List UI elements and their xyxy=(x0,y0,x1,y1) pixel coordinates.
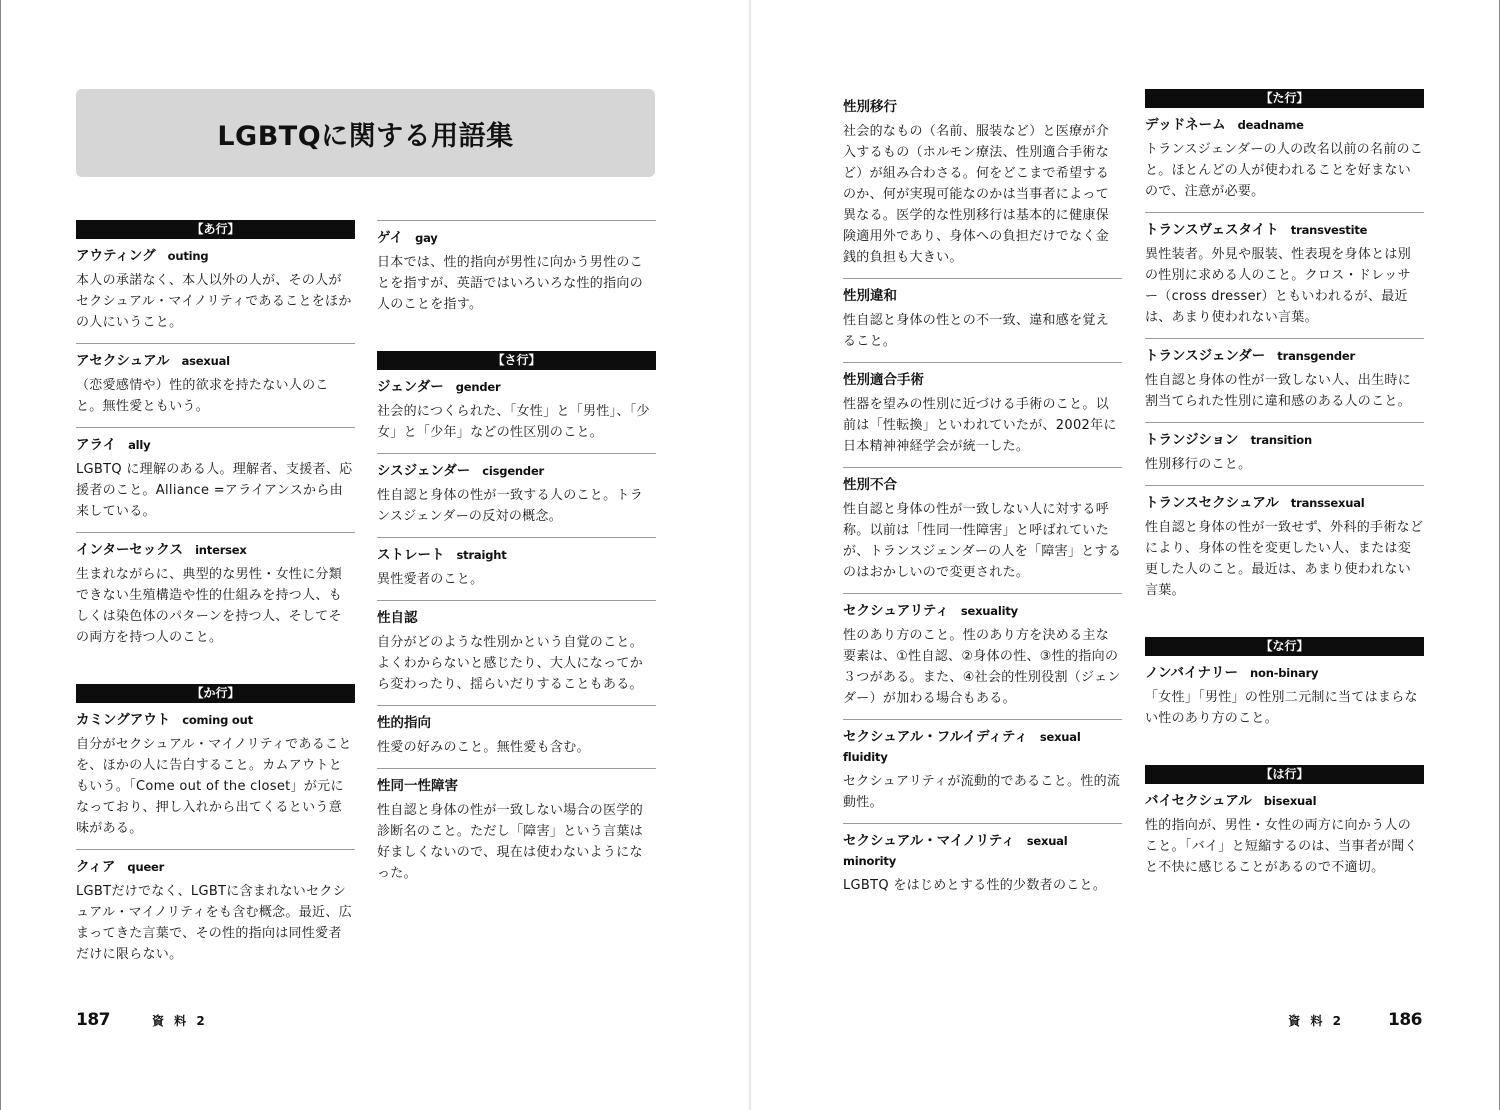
page-number-left: 187 xyxy=(76,1010,110,1030)
section-ta-entries xyxy=(1145,108,1424,611)
entry-term xyxy=(377,228,656,248)
glossary-entry xyxy=(843,90,1122,279)
glossary-entry xyxy=(377,538,656,601)
glossary-entry xyxy=(1145,213,1424,339)
term-english: transgender xyxy=(1277,349,1355,363)
title-banner xyxy=(76,89,655,177)
section-header-sa: 【さ行】 xyxy=(377,351,656,370)
term-japanese: 性別適合手術 xyxy=(843,372,924,388)
term-english: sexual fluidity xyxy=(843,730,1081,764)
term-japanese: インターセックス xyxy=(76,542,184,558)
entry-term xyxy=(377,713,656,733)
term-japanese: ゲイ xyxy=(377,230,404,246)
entry-description: 社会的なもの（名前、服装など）と医療が介入するもの（ホルモン療法、性別適合手術など）が組み合わさる。何をどこまで希望するのか、何が実現可能なのかは当事者によって異なる。医学的な性別移行は基本的に健康保険適用外であり、身体への負担だけでなく金銭的負担も大きい。 xyxy=(843,124,1110,265)
entry-term xyxy=(76,246,355,266)
term-english: transsexual xyxy=(1290,496,1365,510)
glossary-entry xyxy=(1145,486,1424,611)
entry-description: 性のあり方のこと。性のあり方を決める主な要素は、①性自認、②身体の性、③性的指向の３つがある。また、④社会的性別役割（ジェンダー）が加わる場合もある。 xyxy=(843,628,1121,706)
entry-description: 性別移行のこと。 xyxy=(1145,457,1252,472)
entry-description: 日本では、性的指向が男性に向かう男性のことを指すが、英語ではいろいろな性的指向の人のことを指す。 xyxy=(377,255,644,312)
term-japanese: バイセクシュアル xyxy=(1145,793,1252,809)
glossary-entry xyxy=(1145,784,1424,888)
term-japanese: カミングアウト xyxy=(76,712,171,728)
entry-term xyxy=(1145,791,1424,811)
entry-term xyxy=(377,545,656,565)
running-footer-left: 資 料 2 xyxy=(152,1014,208,1028)
glossary-entry xyxy=(1145,108,1424,213)
section-header-a: 【あ行】 xyxy=(76,220,355,239)
term-english: gay xyxy=(415,231,438,245)
term-japanese: ノンバイナリー xyxy=(1145,665,1239,681)
entry-description: （恋愛感情や）性的欲求を持たない人のこと。無性愛ともいう。 xyxy=(76,378,329,414)
term-english: asexual xyxy=(181,354,230,368)
entry-term xyxy=(76,857,355,877)
entry-description: セクシュアリティが流動的であること。性的流動性。 xyxy=(843,774,1121,810)
entry-term xyxy=(1145,493,1424,513)
glossary-entry xyxy=(377,370,656,454)
term-english: transvestite xyxy=(1290,223,1368,237)
entry-description: 自分がどのような性別かという自覚のこと。よくわからないと感じたり、大人になってから変わったり、揺らいだりすることもある。 xyxy=(377,635,644,692)
section-ka-continued-entries xyxy=(377,220,656,325)
entry-term xyxy=(843,286,1122,306)
entry-description: LGBTQ に理解のある人。理解者、支援者、応援者のこと。Alliance =アライアンスから由来している。 xyxy=(76,462,353,519)
term-japanese: 性同一性障害 xyxy=(377,778,458,794)
entry-term xyxy=(843,475,1122,495)
entry-description: 性器を望みの性別に近づける手術のこと。以前は「性転換」といわれていたが、2002年に日本精神神経学会が統一した。 xyxy=(843,397,1117,454)
term-english: non-binary xyxy=(1250,666,1319,680)
glossary-entry xyxy=(76,533,355,658)
term-japanese: 性的指向 xyxy=(377,715,431,731)
section-na-entries xyxy=(1145,656,1424,739)
term-english: sexuality xyxy=(960,604,1018,618)
entry-description: 異性装者。外見や服装、性表現を身体とは別の性別に求める人のこと。クロス・ドレッサー（cross dresser）ともいわれるが、最近は、あまり使われない言葉。 xyxy=(1145,247,1412,325)
folio-left xyxy=(76,1010,208,1030)
entry-description: 性愛の好みのこと。無性愛も含む。 xyxy=(377,740,590,755)
glossary-entry xyxy=(1145,423,1424,486)
entry-description: 性自認と身体の性との不一致、違和感を覚えること。 xyxy=(843,313,1110,349)
section-ha-entries xyxy=(1145,784,1424,888)
term-english: outing xyxy=(167,249,209,263)
entry-term xyxy=(1145,346,1424,366)
entry-term xyxy=(1145,430,1424,450)
section-header-ha: 【は行】 xyxy=(1145,765,1424,784)
entry-description: 性自認と身体の性が一致しない人に対する呼称。以前は「性同一性障害」と呼ばれていたが、トランスジェンダーの人を「障害」とするのはおかしいので変更された。 xyxy=(843,502,1122,580)
column-4 xyxy=(1145,89,1424,888)
term-japanese: アウティング xyxy=(76,248,156,264)
glossary-entry xyxy=(377,454,656,538)
term-english: sexual minority xyxy=(843,834,1068,868)
glossary-entry xyxy=(76,344,355,428)
term-japanese: 性自認 xyxy=(377,610,418,626)
entry-term xyxy=(377,608,656,628)
term-japanese: トランスジェンダー xyxy=(1145,348,1266,364)
entry-term xyxy=(76,351,355,371)
glossary-entry xyxy=(843,363,1122,468)
entry-description: 本人の承諾なく、本人以外の人が、その人がセクシュアル・マイノリティであることをほかの人にいうこと。 xyxy=(76,273,352,330)
term-japanese: クィア xyxy=(76,859,116,875)
glossary-entry xyxy=(843,279,1122,363)
term-english: cisgender xyxy=(482,464,545,478)
entry-term xyxy=(843,727,1122,767)
entry-description: トランスジェンダーの人の改名以前の名前のこと。ほとんどの人が使われることを好まないので、注意が必要。 xyxy=(1145,142,1424,199)
term-english: queer xyxy=(127,860,165,874)
section-sa-entries xyxy=(377,370,656,894)
column-1 xyxy=(76,220,355,975)
entry-description: 性自認と身体の性が一致しない人、出生時に割当てられた性別に違和感のある人のこと。 xyxy=(1145,373,1412,409)
term-japanese: 性別不合 xyxy=(843,477,897,493)
term-japanese: アセクシュアル xyxy=(76,353,170,369)
term-japanese: アライ xyxy=(76,437,117,453)
glossary-entry xyxy=(76,428,355,533)
term-japanese: ジェンダー xyxy=(377,379,444,395)
term-japanese: トランスセクシュアル xyxy=(1145,495,1279,511)
glossary-entry xyxy=(76,850,355,975)
section-a-entries xyxy=(76,239,355,658)
entry-description: 性自認と身体の性が一致せず、外科的手術などにより、身体の性を変更したい人、または変更した人のこと。最近は、あまり使われない言葉。 xyxy=(1145,520,1424,598)
glossary-entry xyxy=(377,601,656,706)
entry-description: 「女性」「男性」の性別二元制に当てはまらない性のあり方のこと。 xyxy=(1145,690,1418,726)
term-japanese: ストレート xyxy=(377,547,445,563)
glossary-entry xyxy=(76,239,355,344)
entry-term xyxy=(76,710,355,730)
glossary-entry xyxy=(843,594,1122,720)
entry-description: 性自認と身体の性が一致する人のこと。トランスジェンダーの反対の概念。 xyxy=(377,488,644,524)
entry-description: 自分がセクシュアル・マイノリティであることを、ほかの人に告白すること。カムアウトともいう。「Come out of the closet」が元になっており、押し入れから出てくるという意味がある。 xyxy=(76,737,352,836)
entry-term xyxy=(843,97,1122,117)
entry-description: 社会的につくられた、「女性」と「男性」、「少女」と「少年」などの性区別のこと。 xyxy=(377,404,650,440)
entry-description: 性的指向が、男性・女性の両方に向かう人のこと。「バイ」と短縮するのは、当事者が聞くと不快に感じることがあるので不適切。 xyxy=(1145,818,1418,875)
term-english: bisexual xyxy=(1263,794,1317,808)
term-english: transition xyxy=(1250,433,1312,447)
entry-term xyxy=(377,461,656,481)
entry-term xyxy=(843,370,1122,390)
entry-term xyxy=(843,831,1122,871)
column-3 xyxy=(843,90,1122,906)
glossary-entry xyxy=(843,720,1122,824)
entry-description: LGBTQ をはじめとする性的少数者のこと。 xyxy=(843,878,1107,893)
term-japanese: デッドネーム xyxy=(1145,117,1226,133)
entry-description: LGBTだけでなく、LGBTに含まれないセクシュアル・マイノリティをも含む概念。最近、広まってきた言葉で、その性的指向は同性愛者だけに限らない。 xyxy=(76,884,352,962)
glossary-entry xyxy=(377,220,656,325)
term-japanese: セクシュアル・マイノリティ xyxy=(843,833,1015,849)
term-japanese: シスジェンダー xyxy=(377,463,471,479)
page-title: LGBTQに関する用語集 xyxy=(217,120,514,152)
term-japanese: トランジション xyxy=(1145,432,1239,448)
term-english: intersex xyxy=(195,543,247,557)
entry-term xyxy=(1145,115,1424,135)
section-header-ka: 【か行】 xyxy=(76,684,355,703)
term-english: coming out xyxy=(182,713,253,727)
section-ka-entries xyxy=(76,703,355,975)
entry-term xyxy=(377,377,656,397)
term-english: gender xyxy=(455,380,501,394)
section-sa-continued-entries xyxy=(843,90,1122,906)
term-japanese: セクシュアリティ xyxy=(843,603,949,619)
entry-term xyxy=(76,435,355,455)
glossary-entry xyxy=(377,706,656,769)
term-english: deadname xyxy=(1237,118,1304,132)
term-japanese: セクシュアル・フルイディティ xyxy=(843,729,1028,745)
glossary-entry xyxy=(843,468,1122,594)
book-gutter xyxy=(749,0,751,1110)
entry-description: 生まれながらに、典型的な男性・女性に分類できない生殖構造や性的仕組みを持つ人、もしくは染色体のパターンを持つ人、そしてその両方を持つ人のこと。 xyxy=(76,567,343,645)
entry-term xyxy=(843,601,1122,621)
running-footer-right: 資 料 2 xyxy=(1288,1014,1344,1028)
entry-term xyxy=(76,540,355,560)
entry-description: 性自認と身体の性が一致しない場合の医学的診断名のこと。ただし「障害」という言葉は好ましくないので、現在は使わないようになった。 xyxy=(377,803,644,881)
column-2 xyxy=(377,220,656,894)
entry-term xyxy=(377,776,656,796)
term-english: ally xyxy=(128,438,151,452)
term-japanese: 性別移行 xyxy=(843,99,897,115)
glossary-entry xyxy=(1145,656,1424,739)
term-japanese: トランスヴェスタイト xyxy=(1145,222,1279,238)
page-number-right: 186 xyxy=(1388,1010,1422,1030)
term-japanese: 性別違和 xyxy=(843,288,897,304)
glossary-entry xyxy=(1145,339,1424,423)
section-header-na: 【な行】 xyxy=(1145,637,1424,656)
glossary-entry xyxy=(377,769,656,894)
entry-term xyxy=(1145,663,1424,683)
entry-term xyxy=(1145,220,1424,240)
glossary-entry xyxy=(843,824,1122,906)
term-english: straight xyxy=(456,548,507,562)
entry-description: 異性愛者のこと。 xyxy=(377,572,484,587)
section-header-ta: 【た行】 xyxy=(1145,89,1424,108)
folio-right xyxy=(1288,1010,1422,1030)
glossary-entry xyxy=(76,703,355,850)
